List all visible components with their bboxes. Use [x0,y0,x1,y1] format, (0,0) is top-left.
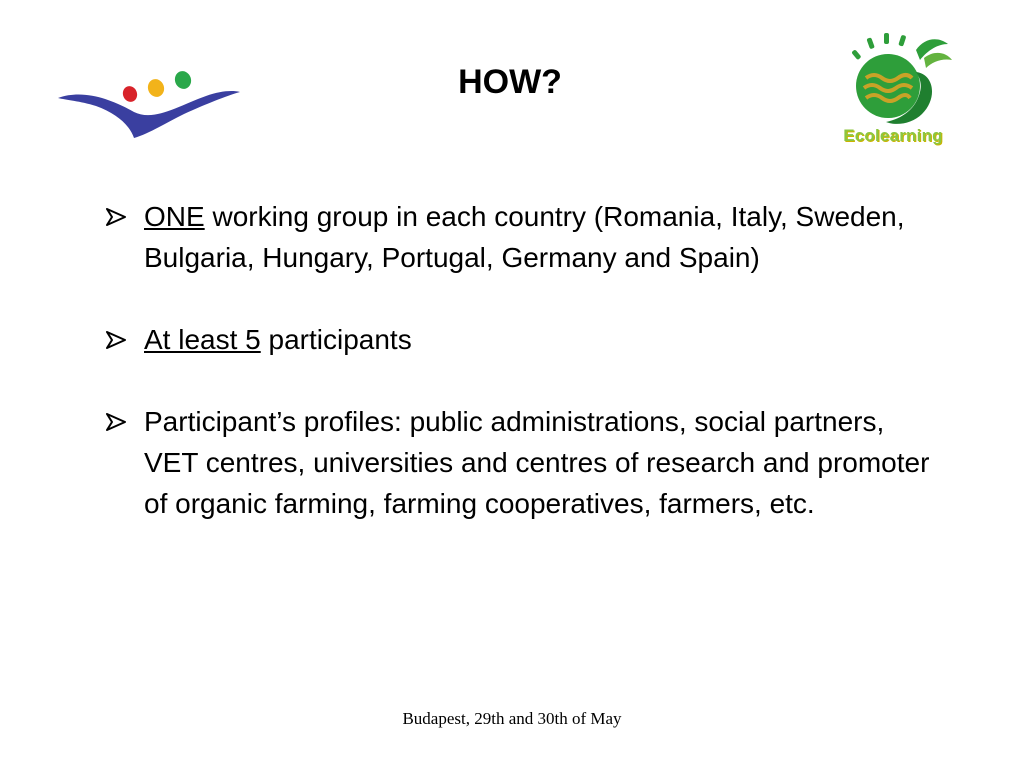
bullet-text: working group in each country (Romania, Italy, Sweden, Bulgaria, Hungary, Portugal, Germany and Spain) [144,201,905,273]
arrow-bullet-icon [106,196,130,237]
footer-text: Budapest, 29th and 30th of May [402,709,622,728]
bullet-list [104,196,934,524]
bullet-item [104,401,934,524]
bullet-emphasis: At least 5 [144,324,261,355]
ecolearning-wordmark: Ecolearning [843,126,943,145]
lifelong-learning-logo-graphic [56,66,242,142]
lifelong-learning-logo-icon [56,66,242,142]
bullet-item [104,319,934,360]
arrow-bullet-icon [106,319,130,360]
bullet-item [104,196,934,278]
bullet-text: Participant’s profiles: public administrations, social partners, VET centres, universities and centres of research and promoter of organic farming, farming cooperatives, farmers, etc. [144,406,930,519]
arrow-bullet-icon [106,401,130,442]
ecolearning-logo [812,28,974,152]
slide-title: HOW? [458,63,562,101]
bullet-text: participants [260,324,412,355]
bullet-emphasis: ONE [144,201,205,232]
ecolearning-globe-logo-icon [812,28,974,128]
